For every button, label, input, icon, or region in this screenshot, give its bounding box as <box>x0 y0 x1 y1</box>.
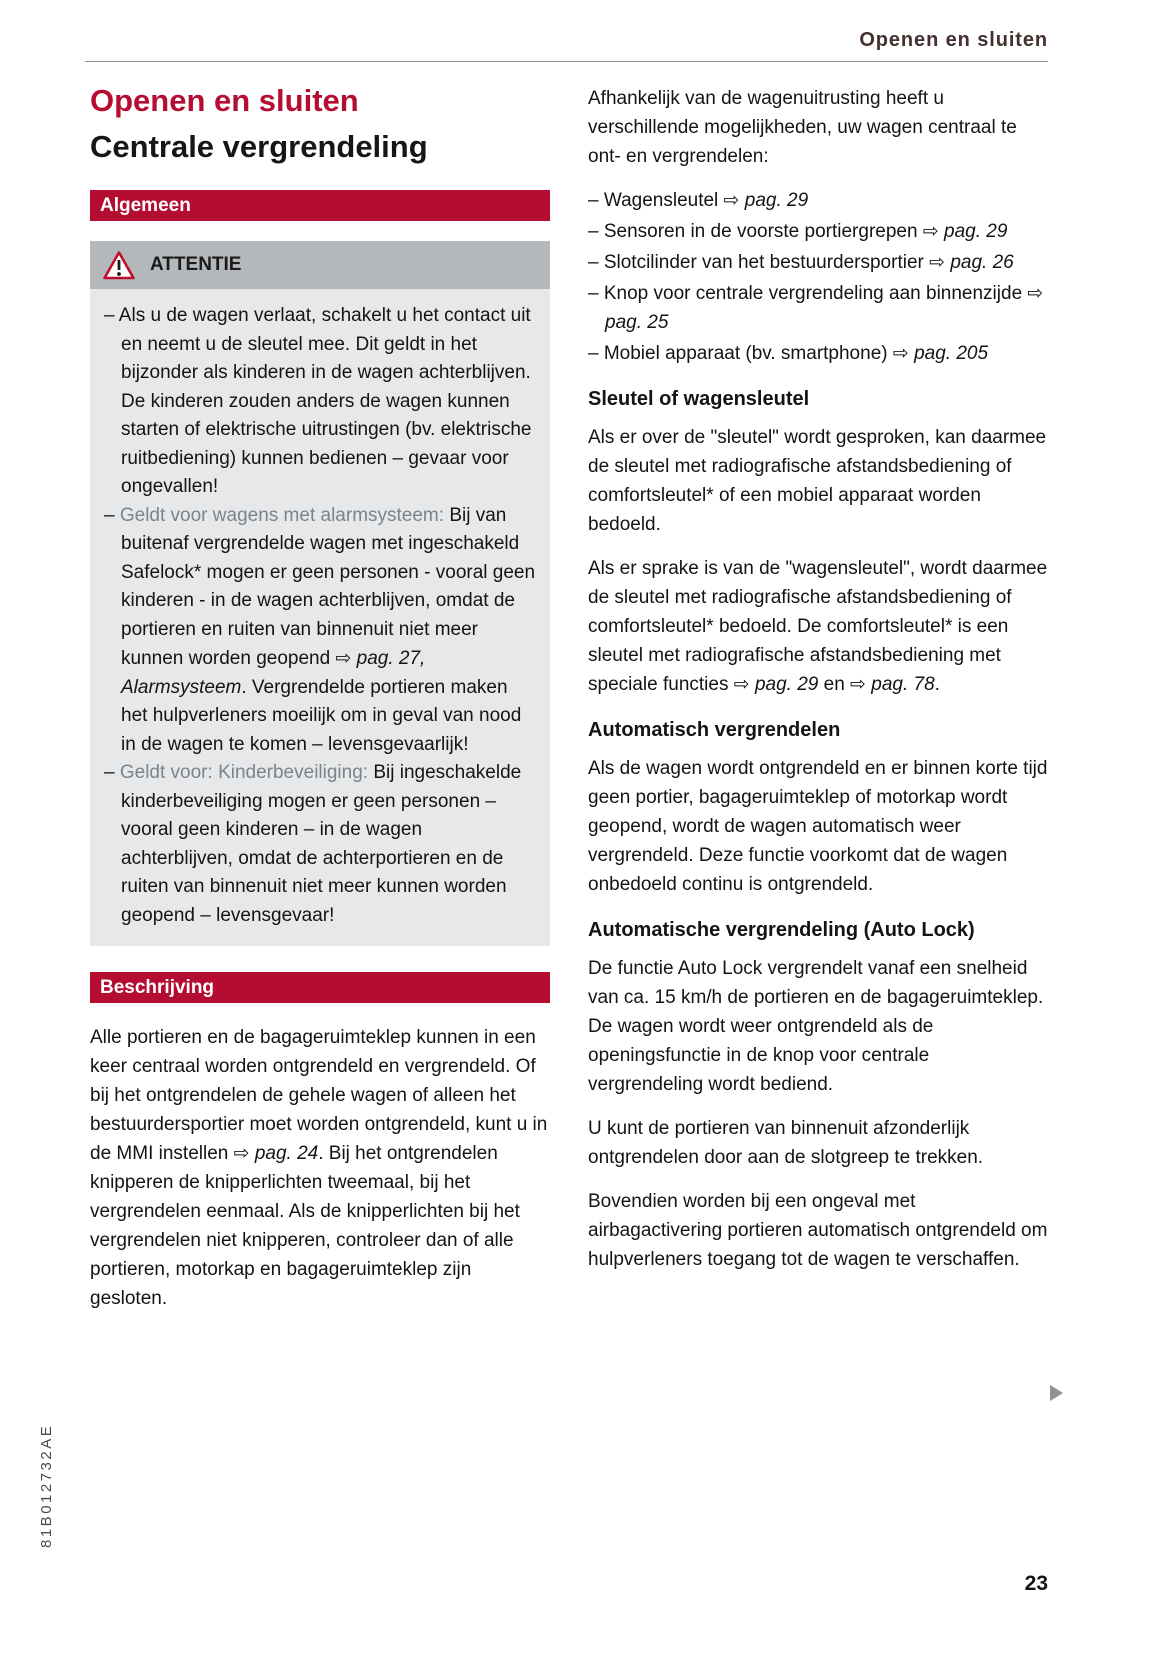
section-title: Centrale vergrendeling <box>90 129 428 165</box>
warning-body <box>90 289 550 946</box>
right-column <box>588 84 1048 1289</box>
left-column <box>90 84 550 1313</box>
subheading-auto-lock: Automatische vergrendeling (Auto Lock) <box>588 919 975 941</box>
page-number: 23 <box>1024 1572 1048 1595</box>
reference-item: – Mobiel apparaat (bv. smartphone) ⇨ pag. 205 <box>588 342 989 364</box>
reference-item: – Knop voor centrale vergrendeling aan binnenzijde ⇨ pag. 25 <box>588 282 1044 333</box>
reference-item: – Wagensleutel ⇨ pag. 29 <box>588 189 809 211</box>
intro-paragraph: Afhankelijk van de wagenuitrusting heeft u verschillende mogelijkheden, uw wagen centraal te ont- en vergrendelen: <box>588 88 1017 167</box>
warning-title: ATTENTIE <box>150 254 242 276</box>
paragraph: Als er sprake is van de "wagensleutel", wordt daarmee de sleutel met radiografische afstandsbediening of comfortsleutel* bedoeld. De comfortsleutel* is een sleutel met radiografische afstandsbediening met speciale functies ⇨ pag. 29 en ⇨ pag. 78. <box>588 558 1048 695</box>
warning-header <box>90 241 550 289</box>
subsection-bar-algemeen <box>90 190 550 221</box>
paragraph: Bovendien worden bij een ongeval met airbagactivering portieren automatisch ontgrendeld om hulpverleners toegang tot de wagen te verschaffen. <box>588 1191 1048 1270</box>
chapter-title: Openen en sluiten <box>90 83 359 118</box>
running-header <box>859 29 1048 52</box>
warning-item: – Geldt voor wagens met alarmsysteem: Bij van buitenaf vergrendelde wagen met ingeschakeld Safelock* mogen er geen personen - vooral geen kinderen - in de wagen achterblijven, omdat de portieren en ruiten van binnenuit niet meer kunnen worden geopend ⇨ pag. 27, Alarmsysteem. Vergrendelde portieren maken het hulpverleners moeilijk om in geval van nood in de wagen te komen – levensgevaarlijk! <box>104 504 536 755</box>
subsection-bar-label: Beschrijving <box>100 976 215 998</box>
header-divider <box>85 61 1048 62</box>
document-code: 81B012732AE <box>38 1423 55 1548</box>
subsection-bar-label: Algemeen <box>100 194 191 216</box>
subheading-automatisch-vergrendelen: Automatisch vergrendelen <box>588 719 841 741</box>
warning-triangle-icon <box>102 250 136 281</box>
description-paragraph: Alle portieren en de bagageruimteklep kunnen in een keer centraal worden ontgrendeld en vergrendeld. Of bij het ontgrendelen de gehele wagen of alleen het bestuurdersportier moet worden ontgrendeld, kunt u in de MMI instellen ⇨ pag. 24. Bij het ontgrendelen knipperen de knipperlichten tweemaal, bij het vergrendelen eenmaal. Als de knipperlichten bij het vergrendelen niet knipperen, controleer dan of alle portieren, motorkap en bagageruimteklep zijn gesloten. <box>90 1027 548 1310</box>
paragraph: U kunt de portieren van binnenuit afzonderlijk ontgrendelen door aan de slotgreep te trekken. <box>588 1118 984 1168</box>
subheading-sleutel: Sleutel of wagensleutel <box>588 388 810 410</box>
last-paragraph-wrap <box>588 1187 1048 1274</box>
warning-item: – Geldt voor: Kinderbeveiliging: Bij ingeschakelde kinderbeveiliging mogen er geen personen – vooral geen kinderen – in de wagen achterblijven, omdat de achterportieren en de ruiten van binnenuit niet meer kunnen worden geopend – levensgevaar! <box>104 762 522 926</box>
paragraph: De functie Auto Lock vergrendelt vanaf een snelheid van ca. 15 km/h de portieren en de bagageruimteklep. De wagen wordt weer ontgrendeld als de openingsfunctie in de knop voor centrale vergrendeling wordt bediend. <box>588 958 1044 1095</box>
paragraph: Als er over de "sleutel" wordt gesproken, kan daarmee de sleutel met radiografische afstandsbediening of comfortsleutel* of een mobiel apparaat worden bedoeld. <box>588 427 1047 535</box>
reference-list <box>588 186 1048 368</box>
continuation-arrow-icon <box>1050 1385 1063 1401</box>
running-header-text: Openen en sluiten <box>859 29 1048 51</box>
reference-item: – Sensoren in de voorste portiergrepen ⇨ pag. 29 <box>588 220 1008 242</box>
warning-item: – Als u de wagen verlaat, schakelt u het contact uit en neemt u de sleutel mee. Dit geldt in het bijzonder als kinderen in de wagen achterblijven. De kinderen zouden anders de wagen kunnen starten of elektrische uitrustingen (bv. elektrische ruitbediening) kunnen bedienen – gevaar voor ongevallen! <box>104 305 532 498</box>
warning-box <box>90 241 550 946</box>
subsection-bar-beschrijving <box>90 972 550 1003</box>
reference-item: – Slotcilinder van het bestuurdersportier ⇨ pag. 26 <box>588 251 1014 273</box>
paragraph: Als de wagen wordt ontgrendeld en er binnen korte tijd geen portier, bagageruimteklep of motorkap wordt geopend, wordt de wagen automatisch weer vergrendeld. Deze functie voorkomt dat de wagen onbedoeld continu is ontgrendeld. <box>588 758 1048 895</box>
